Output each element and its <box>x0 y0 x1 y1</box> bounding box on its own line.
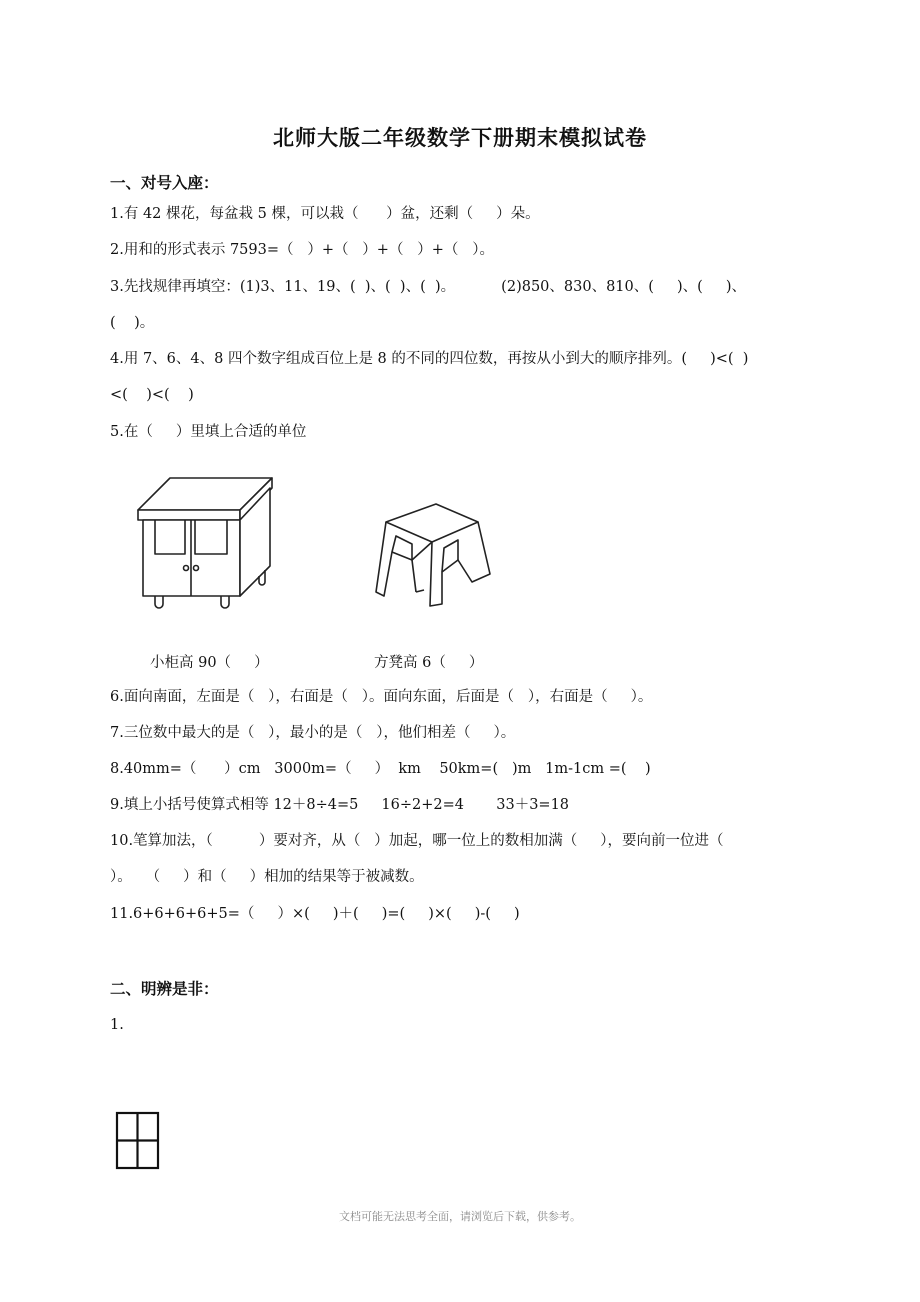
question-6: 6.面向南面，左面是（ ），右面是（ ）。面向东面，后面是（ ），右面是（ ）。 <box>110 689 653 705</box>
question-10: 10.笔算加法，（ ）要对齐，从（ ）加起，哪一位上的数相加满（ ），要向前一位进（ <box>110 833 724 849</box>
question-4-cont: <( )<( ) <box>110 387 194 403</box>
cabinet-illustration <box>135 476 275 610</box>
question-2: 2.用和的形式表示 7593=（ ）+（ ）+（ ）+（ ）。 <box>110 242 495 258</box>
footer-note: 文档可能无法思考全面，请浏览后下载，供参考。 <box>339 1210 581 1223</box>
question-7: 7.三位数中最大的是（ ），最小的是（ ），他们相差（ ）。 <box>110 725 516 741</box>
grid-figure <box>116 1112 160 1170</box>
page-title: 北师大版二年级数学下册期末模拟试卷 <box>273 126 647 150</box>
section-2-heading: 二、明辨是非： <box>110 980 219 998</box>
question-5: 5.在（ ）里填上合适的单位 <box>110 424 307 440</box>
judge-item-1: 1. <box>110 1017 124 1033</box>
section-1-heading: 一、对号入座： <box>110 174 219 192</box>
question-11: 11.6+6+6+6+5=（ ）×( )＋( )=( )×( )-( ) <box>110 906 520 922</box>
cabinet-caption: 小柜高 90（ ） <box>150 655 269 671</box>
stool-caption: 方凳高 6（ ） <box>374 655 484 671</box>
question-3: 3.先找规律再填空：(1)3、11、19、( )、( )、( )。 (2)850、830、810、( )、( )、 <box>110 279 746 295</box>
question-1: 1.有 42 棵花，每盆栽 5 棵，可以栽（ ）盆，还剩（ ）朵。 <box>110 206 540 222</box>
question-10-cont: ）。 （ ）和（ ）相加的结果等于被减数。 <box>110 869 424 885</box>
question-9: 9.填上小括号使算式相等 12＋8÷4=5 16÷2+2=4 33＋3=18 <box>110 797 570 813</box>
stool-illustration <box>372 500 494 608</box>
question-8: 8.40mm=（ ）cm 3000m=（ ） km 50km=( )m 1m-1cm =( ) <box>110 761 651 777</box>
question-4: 4.用 7、6、4、8 四个数字组成百位上是 8 的不同的四位数，再按从小到大的顺序排列。( )<( ) <box>110 351 749 367</box>
question-3-cont: ( )。 <box>110 315 155 331</box>
